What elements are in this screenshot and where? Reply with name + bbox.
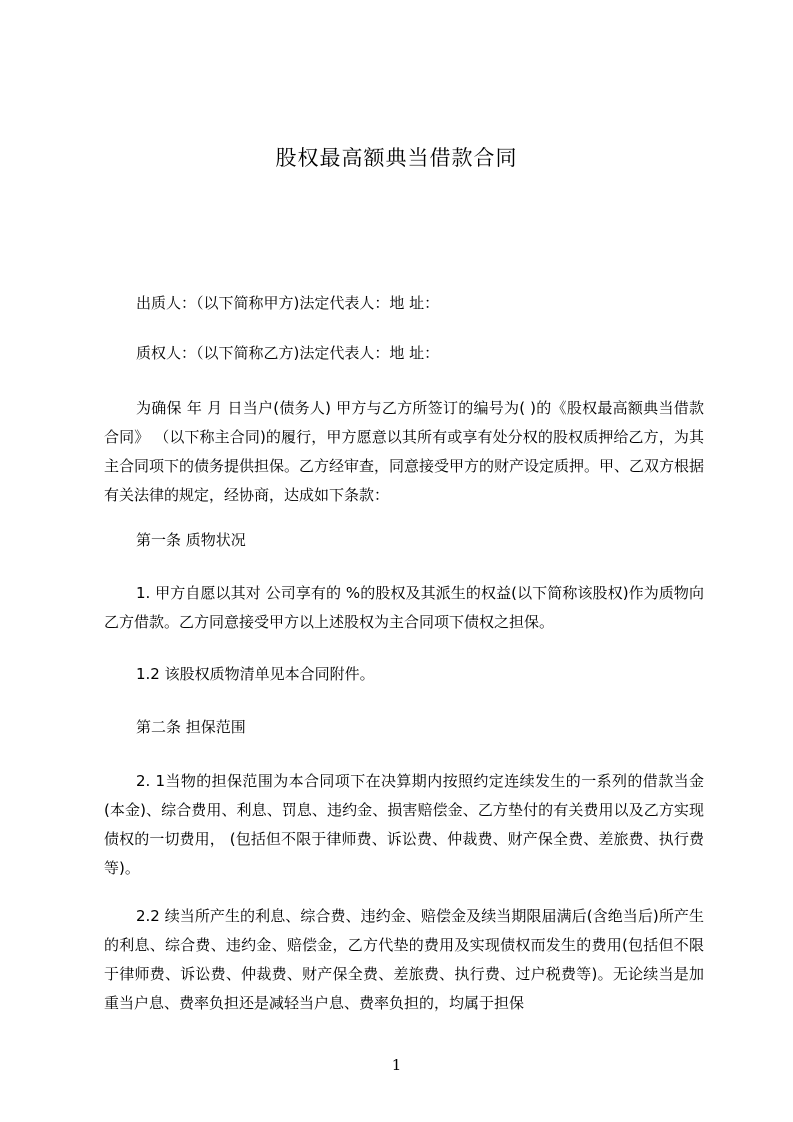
- page-number: 1: [391, 1056, 402, 1074]
- article-1-clause-2: 1.2 该股权质物清单见本合同附件。: [136, 665, 375, 683]
- pledgor-line: 出质人：（以下简称甲方)法定代表人：地 址：: [136, 294, 440, 312]
- article-1-clause-1: 1. 甲方自愿以其对 公司享有的 %的股权及其派生的权益(以下简称该股权)作为质物向乙方借款。乙方同意接受甲方以上述股权为主合同项下债权之担保。: [104, 584, 704, 631]
- article-2-clause-2: 2.2 续当所产生的利息、综合费、违约金、赔偿金及续当期限届满后(含绝当后)所产生的利息、综合费、违约金、赔偿金，乙方代垫的费用及实现债权而发生的费用(包括但不限于律师费、诉讼费、仲裁费、财产保全费、差旅费、执行费、过户税费等)。无论续当是加重当户息、费率负担还是减轻当户息、费率负担的，均属于担保: [104, 907, 704, 1012]
- article-1-heading: 第一条 质物状况: [136, 531, 246, 549]
- document-title: 股权最高额典当借款合同: [275, 146, 518, 170]
- preamble-paragraph: 为确保 年 月 日当户(债务人) 甲方与乙方所签订的编号为( )的《股权最高额典当借款合同》 （以下称主合同)的履行，甲方愿意以其所有或享有处分权的股权质押给乙方，为其主合同项下的债务提供担保。乙方经审查，同意接受甲方的财产设定质押。甲、乙双方根据有关法律的规定，经协商，达成如下条款：: [104, 399, 705, 504]
- article-2-heading: 第二条 担保范围: [136, 718, 246, 736]
- article-2-clause-1: 2. 1当物的担保范围为本合同项下在决算期内按照约定连续发生的一系列的借款当金(本金)、综合费用、利息、罚息、违约金、损害赔偿金、乙方垫付的有关费用以及乙方实现债权的一切费用， (包括但不限于律师费、诉讼费、仲裁费、财产保全费、差旅费、执行费等)。: [104, 772, 704, 877]
- pledgee-line: 质权人：（以下简称乙方)法定代表人：地 址：: [136, 344, 440, 362]
